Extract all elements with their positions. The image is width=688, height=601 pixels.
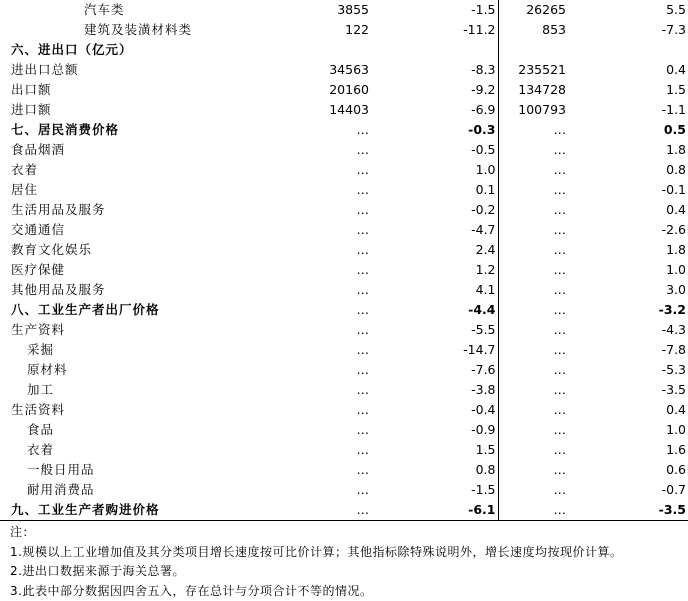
row-label: 生产资料 — [0, 320, 240, 340]
row-value-cumulative: 235521 — [498, 60, 568, 80]
row-growth-current: -5.5 — [371, 320, 498, 340]
row-value-current — [240, 40, 371, 60]
row-label: 生活资料 — [0, 400, 240, 420]
row-value-cumulative: 26265 — [498, 0, 568, 20]
row-value-cumulative: … — [498, 180, 568, 200]
row-growth-cumulative: 3.0 — [568, 280, 688, 300]
row-label: 建筑及装潢材料类 — [0, 20, 240, 40]
row-label: 六、进出口（亿元） — [0, 40, 240, 60]
row-growth-current: -14.7 — [371, 340, 498, 360]
row-growth-current: -1.5 — [371, 0, 498, 20]
row-value-cumulative: … — [498, 460, 568, 480]
row-label: 生活用品及服务 — [0, 200, 240, 220]
row-value-cumulative: … — [498, 220, 568, 240]
table-row — [0, 180, 688, 200]
row-growth-cumulative: -4.3 — [568, 320, 688, 340]
row-value-current: 34563 — [240, 60, 371, 80]
row-growth-current: 0.1 — [371, 180, 498, 200]
note-item-1: 1.规模以上工业增加值及其分类项目增长速度按可比价计算；其他指标除特殊说明外，增长速度均按现价计算。 — [10, 543, 688, 563]
row-label: 原材料 — [0, 360, 240, 380]
row-value-current: … — [240, 340, 371, 360]
row-label: 出口额 — [0, 80, 240, 100]
row-growth-current: -8.3 — [371, 60, 498, 80]
row-value-cumulative — [498, 40, 568, 60]
row-growth-cumulative: -3.2 — [568, 300, 688, 320]
row-value-current: … — [240, 300, 371, 320]
row-growth-cumulative — [568, 40, 688, 60]
row-value-current: … — [240, 420, 371, 440]
row-label: 交通通信 — [0, 220, 240, 240]
row-label: 医疗保健 — [0, 260, 240, 280]
row-value-current: … — [240, 200, 371, 220]
row-value-cumulative: 853 — [498, 20, 568, 40]
row-value-current: … — [240, 460, 371, 480]
row-value-current: … — [240, 360, 371, 380]
row-growth-cumulative: 1.8 — [568, 240, 688, 260]
table-row — [0, 320, 688, 340]
row-value-cumulative: … — [498, 140, 568, 160]
row-label: 八、工业生产者出厂价格 — [0, 300, 240, 320]
row-growth-current: -3.8 — [371, 380, 498, 400]
row-label: 一般日用品 — [0, 460, 240, 480]
row-growth-current: -6.1 — [371, 500, 498, 521]
row-growth-cumulative: 5.5 — [568, 0, 688, 20]
table-row — [0, 260, 688, 280]
row-value-current: … — [240, 180, 371, 200]
row-growth-current — [371, 40, 498, 60]
row-value-cumulative: 134728 — [498, 80, 568, 100]
row-growth-current: -0.3 — [371, 120, 498, 140]
row-label: 九、工业生产者购进价格 — [0, 500, 240, 521]
row-label: 衣着 — [0, 440, 240, 460]
table-row — [0, 200, 688, 220]
row-value-cumulative: … — [498, 200, 568, 220]
row-growth-current: 4.1 — [371, 280, 498, 300]
row-value-cumulative: … — [498, 160, 568, 180]
table-row — [0, 140, 688, 160]
row-growth-current: -6.9 — [371, 100, 498, 120]
row-value-current: … — [240, 220, 371, 240]
row-value-cumulative: … — [498, 120, 568, 140]
row-value-current: … — [240, 160, 371, 180]
row-growth-current: -0.9 — [371, 420, 498, 440]
table-row — [0, 440, 688, 460]
row-growth-cumulative: -2.6 — [568, 220, 688, 240]
row-value-current: 20160 — [240, 80, 371, 100]
row-growth-current: -11.2 — [371, 20, 498, 40]
section-row — [0, 120, 688, 140]
row-value-cumulative: … — [498, 280, 568, 300]
row-value-current: … — [240, 480, 371, 500]
row-value-cumulative: … — [498, 360, 568, 380]
row-growth-current: -1.5 — [371, 480, 498, 500]
table-row — [0, 80, 688, 100]
row-label: 食品 — [0, 420, 240, 440]
row-label: 衣着 — [0, 160, 240, 180]
table-row — [0, 280, 688, 300]
table-row — [0, 340, 688, 360]
row-label: 进口额 — [0, 100, 240, 120]
row-growth-cumulative: 0.6 — [568, 460, 688, 480]
row-value-cumulative: … — [498, 480, 568, 500]
row-growth-cumulative: 0.4 — [568, 400, 688, 420]
row-growth-cumulative: -3.5 — [568, 380, 688, 400]
table-row — [0, 20, 688, 40]
row-growth-current: 0.8 — [371, 460, 498, 480]
row-value-cumulative: … — [498, 380, 568, 400]
row-growth-cumulative: -5.3 — [568, 360, 688, 380]
row-growth-current: 1.5 — [371, 440, 498, 460]
row-growth-cumulative: -3.5 — [568, 500, 688, 521]
row-value-current: … — [240, 500, 371, 521]
note-item-2: 2.进出口数据来源于海关总署。 — [10, 562, 688, 582]
row-label: 食品烟酒 — [0, 140, 240, 160]
row-label: 汽车类 — [0, 0, 240, 20]
table-row — [0, 460, 688, 480]
row-growth-current: -9.2 — [371, 80, 498, 100]
row-value-cumulative: … — [498, 500, 568, 521]
row-value-cumulative: … — [498, 440, 568, 460]
row-value-cumulative: … — [498, 340, 568, 360]
table-row — [0, 160, 688, 180]
row-value-cumulative: … — [498, 420, 568, 440]
row-value-current: … — [240, 120, 371, 140]
row-growth-current: -4.4 — [371, 300, 498, 320]
section-row — [0, 500, 688, 521]
row-label: 居住 — [0, 180, 240, 200]
row-growth-cumulative: 0.4 — [568, 60, 688, 80]
row-growth-current: -0.2 — [371, 200, 498, 220]
row-growth-current: -7.6 — [371, 360, 498, 380]
row-growth-cumulative: -7.3 — [568, 20, 688, 40]
row-value-current: … — [240, 400, 371, 420]
row-label: 教育文化娱乐 — [0, 240, 240, 260]
row-growth-cumulative: -0.7 — [568, 480, 688, 500]
table-row — [0, 360, 688, 380]
table-row — [0, 60, 688, 80]
row-label: 采掘 — [0, 340, 240, 360]
row-label: 其他用品及服务 — [0, 280, 240, 300]
row-growth-cumulative: 0.8 — [568, 160, 688, 180]
row-growth-cumulative: 0.4 — [568, 200, 688, 220]
table-row — [0, 220, 688, 240]
row-value-current: … — [240, 320, 371, 340]
row-value-current: 122 — [240, 20, 371, 40]
row-value-current: … — [240, 280, 371, 300]
row-growth-cumulative: -7.8 — [568, 340, 688, 360]
row-growth-cumulative: 0.5 — [568, 120, 688, 140]
section-row — [0, 40, 688, 60]
row-growth-current: 1.0 — [371, 160, 498, 180]
row-growth-current: -0.4 — [371, 400, 498, 420]
section-row — [0, 300, 688, 320]
row-value-cumulative: … — [498, 260, 568, 280]
row-value-current: … — [240, 240, 371, 260]
row-growth-cumulative: 1.0 — [568, 420, 688, 440]
row-growth-current: -0.5 — [371, 140, 498, 160]
row-value-current: 14403 — [240, 100, 371, 120]
row-growth-current: 2.4 — [371, 240, 498, 260]
row-value-current: … — [240, 380, 371, 400]
row-growth-current: 1.2 — [371, 260, 498, 280]
table-row — [0, 0, 688, 20]
row-growth-cumulative: 1.0 — [568, 260, 688, 280]
row-value-cumulative: … — [498, 300, 568, 320]
row-value-cumulative: 100793 — [498, 100, 568, 120]
row-value-current: … — [240, 140, 371, 160]
row-value-cumulative: … — [498, 400, 568, 420]
row-value-cumulative: … — [498, 320, 568, 340]
table-row — [0, 400, 688, 420]
row-growth-cumulative: 1.6 — [568, 440, 688, 460]
note-item-3: 3.此表中部分数据因四舍五入，存在总计与分项合计不等的情况。 — [10, 582, 688, 601]
row-label: 进出口总额 — [0, 60, 240, 80]
row-growth-cumulative: 1.5 — [568, 80, 688, 100]
row-value-cumulative: … — [498, 240, 568, 260]
row-label: 七、居民消费价格 — [0, 120, 240, 140]
table-row — [0, 240, 688, 260]
row-growth-cumulative: 1.8 — [568, 140, 688, 160]
table-row — [0, 480, 688, 500]
row-value-current: … — [240, 440, 371, 460]
row-value-current: 3855 — [240, 0, 371, 20]
table-row — [0, 100, 688, 120]
notes-heading: 注： — [10, 523, 688, 543]
notes-section — [0, 521, 688, 601]
row-growth-cumulative: -0.1 — [568, 180, 688, 200]
row-label: 耐用消费品 — [0, 480, 240, 500]
table-row — [0, 380, 688, 400]
row-growth-cumulative: -1.1 — [568, 100, 688, 120]
table-row — [0, 420, 688, 440]
row-growth-current: -4.7 — [371, 220, 498, 240]
row-value-current: … — [240, 260, 371, 280]
row-label: 加工 — [0, 380, 240, 400]
